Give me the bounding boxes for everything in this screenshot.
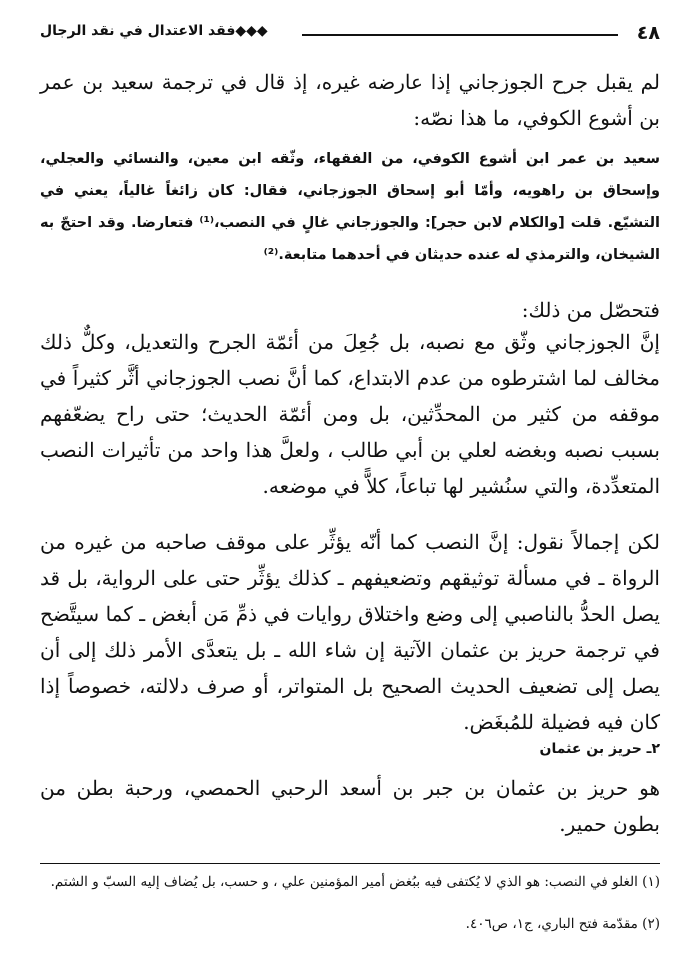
- page-number: ٤٨: [636, 22, 660, 44]
- header-rule: [302, 34, 618, 36]
- running-header: [40, 20, 660, 54]
- summary-paragraph: لكن إجمالاً نقول: إنَّ النصب كما أنّه يؤثِّر على موقف صاحبه من غيره من الرواة ـ في مسألة توثيقهم وتضعيفهم ـ كذلك يؤثِّر حتى على الرواية، بل قد يصل الحدُّ بالناصبي إلى وضع واختلاق روايات في ذمِّ مَن أبغض ـ كما سيتَّضح في ترجمة حريز بن عثمان الآتية إن شاء الله ـ بل يتعدَّى الأمر ذلك إلى أن يصل إلى تضعيف الحديث الصحيح بل المتواتر، أو صرف دلالته، خصوصاً إذا كان فيه فضيلة للمُبغَض.: [40, 530, 660, 734]
- conclusion-paragraph: إنَّ الجوزجاني وثّق مع نصبه، بل جُعِلَ من أئمّة الجرح والتعديل، وكلٌّ ذلك مخالف لما اشترطوه من عدم الابتداع، كما أنَّ نصب الجوزجاني أثَّر كثيراً في موقفه من كثير من المحدِّثين، بل ومن أئمّة الحديث؛ حتى راح يضعّفهم بسبب نصبه وبغضه لعلي بن أبي طالب ، ولعلَّ هذا واحد من تأثيرات النصب المتعدِّدة، والتي سنُشير لها تباعاً، كلاًّ في موضعه.: [40, 330, 660, 498]
- footnote-1: (١) الغلو في النصب: هو الذي لا يُكتفى فيه ببُغض أمير المؤمنين علي ، و حسب، بل يُضاف إليه السبّ و الشتم.: [50, 874, 660, 890]
- quoted-passage: سعيد بن عمر ابن أشوع الكوفي، من الفقهاء، وثّقه ابن معين، والنسائي والعجلي، وإسحاق بن راهويه، وأمّا أبو إسحاق الجوزجاني، فقال: كان زائغاً غالياً، يعني في التشيّع. قلت [والكلام لابن حجر]: والجوزجاني غالٍ في النصب،⁽¹⁾ فتعارضا. وقد احتجّ به الشيخان، والترمذي له عنده حديثان في أحدهما متابعة.⁽²⁾: [40, 151, 660, 263]
- intro-paragraph: لم يقبل جرح الجوزجاني إذا عارضه غيره، إذ قال في ترجمة سعيد بن عمر بن أشوع الكوفي، ما هذا نصّه:: [40, 70, 660, 130]
- footnote-rule: [40, 863, 660, 864]
- running-title: ◆◆◆فقد الاعتدال في نقد الرجال: [40, 23, 268, 39]
- section-heading: ٢ـ حريز بن عثمان: [539, 741, 660, 757]
- footnote-2: (٢) مقدّمة فتح الباري، ج١، ص٤٠٦.: [465, 916, 660, 932]
- conclusion-intro: فتحصّل من ذلك:: [521, 298, 660, 322]
- section-body: هو حريز بن عثمان بن جبر بن أسعد الرحبي الحمصي، ورحبة بطن من بطون حمير.: [40, 776, 660, 836]
